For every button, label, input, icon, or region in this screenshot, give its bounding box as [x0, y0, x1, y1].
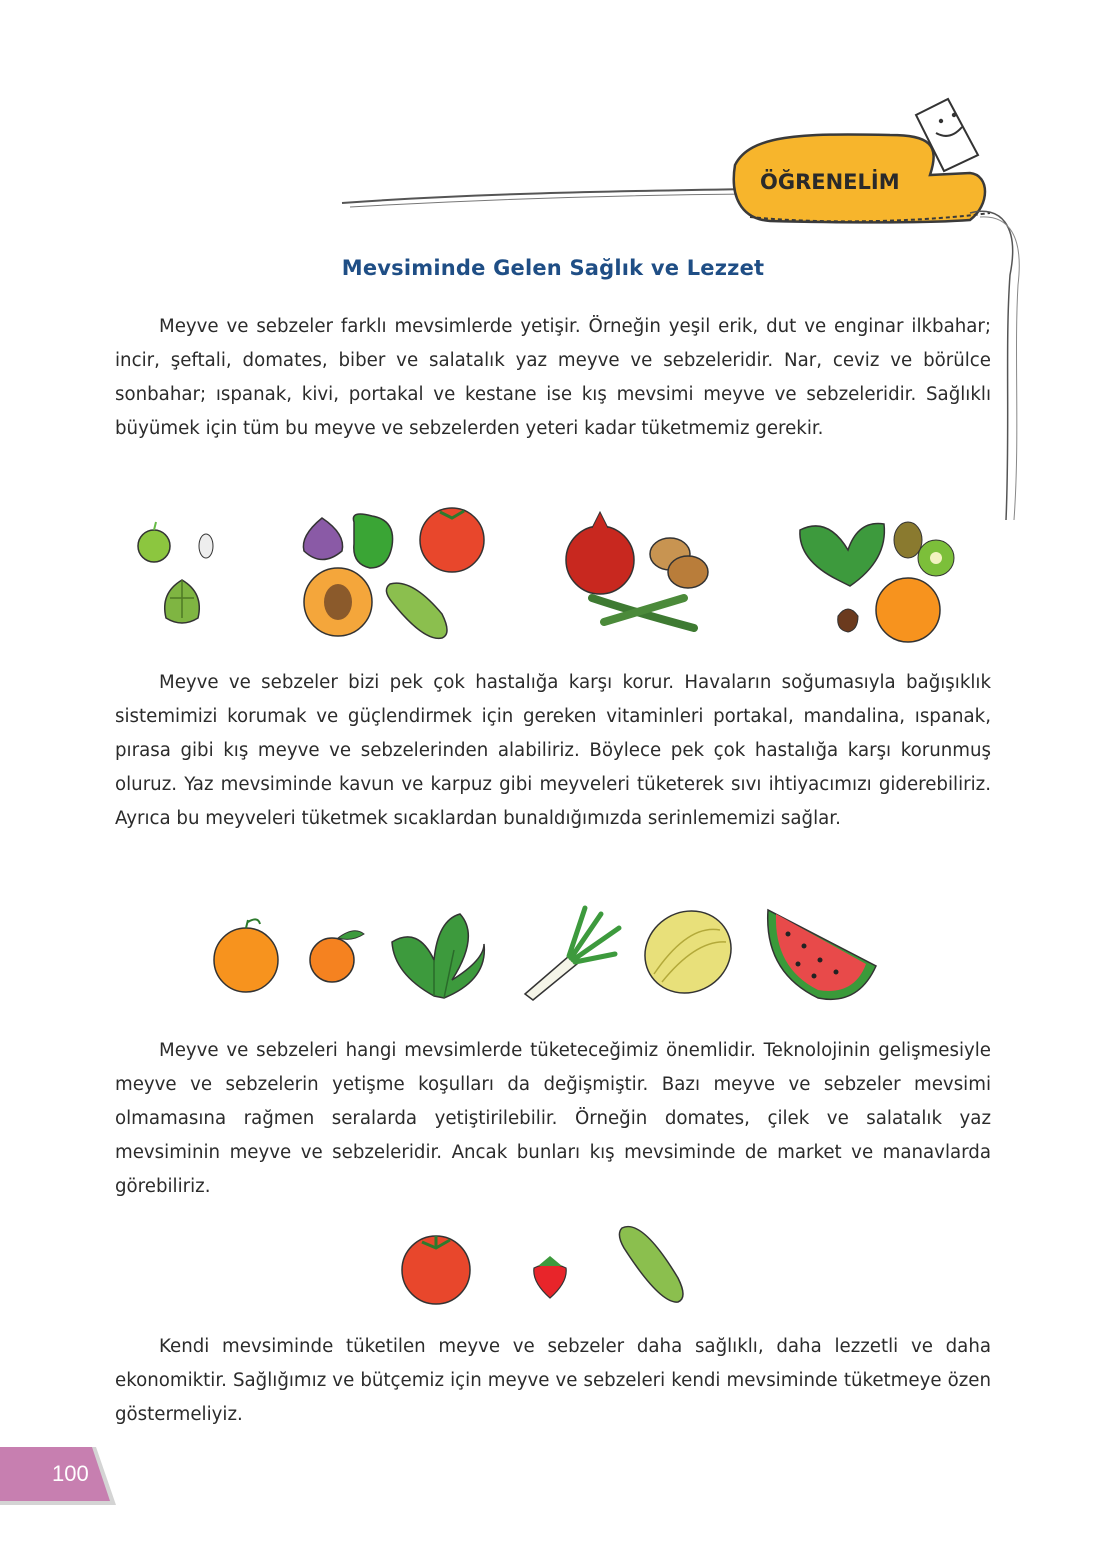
greenhouse-produce-row	[0, 1216, 1106, 1306]
orange-icon	[210, 916, 282, 996]
autumn-produce-icon	[564, 502, 724, 632]
ogrenelim-badge: ÖĞRENELİM	[760, 170, 900, 194]
melon-icon	[640, 904, 736, 1000]
spring-produce-icon	[132, 518, 222, 630]
mandarin-icon	[304, 924, 368, 984]
winter-produce-icon	[788, 510, 958, 650]
paragraph-1: Meyve ve sebzeler farklı mevsimlerde yetişir. Örneğin yeşil erik, dut ve enginar ilkbahar; incir, şeftali, domates, biber ve salatalık yaz meyve ve sebzeleridir. Nar, ceviz ve börülce sonbahar; ıspanak, kivi, portakal ve kestane ise kış mevsimi meyve ve sebzeleridir. Sağlıklı büyümek için tüm bu meyve ve sebzelerden yeteri kadar tüketmemiz gerekir.	[115, 316, 991, 439]
paragraph-4: Kendi mevsiminde tüketilen meyve ve sebzeler daha sağlıklı, daha lezzetli ve daha ekonomiktir. Sağlığımız ve bütçemiz için meyve ve sebzeleri kendi mevsiminde tüketmeye özen göstermeliyiz.	[115, 1336, 991, 1425]
seasonal-produce-row	[0, 500, 1106, 650]
tomato-icon	[398, 1230, 474, 1306]
paragraph-3: Meyve ve sebzeleri hangi mevsimlerde tüketeceğimiz önemlidir. Teknolojinin gelişmesiyle meyve ve sebzelerin yetişme koşulları da değişmiştir. Bazı meyve ve sebzeler mevsimi olmamasına rağmen seralarda yetiştirilebilir. Örneğin domates, çilek ve salatalık yaz mevsiminin meyve ve sebzeleridir. Ancak bunları kış mevsiminde de market ve manavlarda görebiliriz.	[115, 1040, 991, 1197]
watermelon-icon	[758, 902, 882, 1004]
page-number: 100	[52, 1461, 89, 1486]
leek-icon	[515, 902, 625, 1002]
cucumber-icon	[612, 1218, 692, 1304]
immunity-produce-row	[0, 900, 1106, 1010]
spinach-icon	[388, 910, 488, 1002]
summer-produce-icon	[292, 506, 492, 646]
strawberry-icon	[530, 1252, 570, 1300]
paragraph-2: Meyve ve sebzeler bizi pek çok hastalığa karşı korur. Havaların soğumasıyla bağışıklık sistemimizi korumak ve güçlendirmek için gereken vitaminleri portakal, mandalina, ıspanak, pırasa gibi kış meyve ve sebzelerinden alabiliriz. Böylece pek çok hastalığa karşı korunmuş oluruz. Yaz mevsiminde kavun ve karpuz gibi meyveleri tüketerek sıvı ihtiyacımızı giderebiliriz. Ayrıca bu meyveleri tüketmek sıcaklardan bunaldığımızda serinlememizi sağlar.	[115, 672, 991, 829]
section-title: Mevsiminde Gelen Sağlık ve Lezzet	[341, 256, 765, 280]
